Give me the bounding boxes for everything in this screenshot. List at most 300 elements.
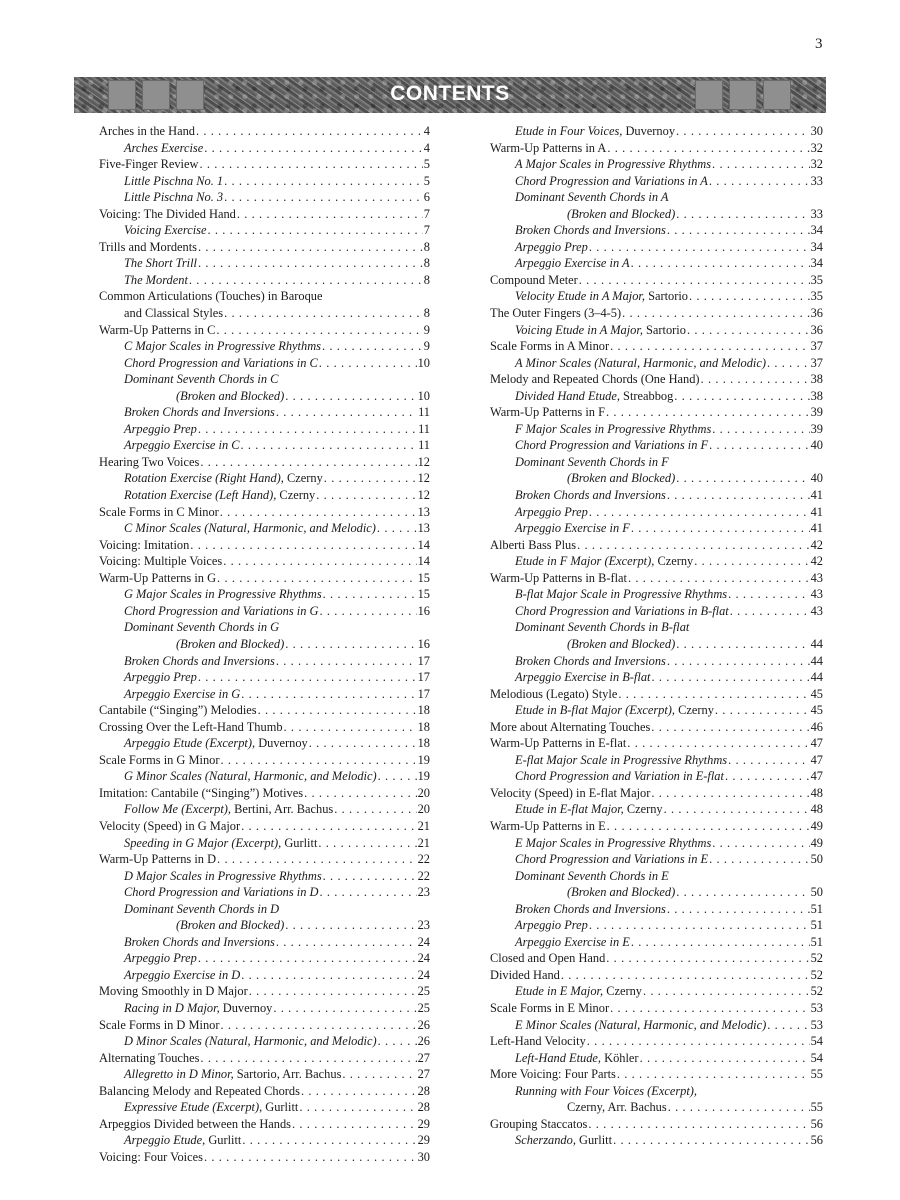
toc-entry[interactable] [490, 355, 823, 372]
toc-entry[interactable] [490, 239, 823, 256]
entry-title [490, 1066, 616, 1083]
entry-title-line1: Dominant Seventh Chords in E [515, 868, 669, 883]
toc-entry[interactable] [99, 454, 430, 471]
entry-title-text: Alternating Touches [99, 1050, 200, 1065]
entry-title [124, 1099, 298, 1116]
page-ref: 12 [417, 454, 430, 469]
entry-title-text: Rotation Exercise (Left Hand), [124, 488, 277, 503]
toc-entry[interactable] [490, 454, 823, 487]
leader-dots [318, 835, 416, 852]
toc-entry[interactable] [99, 206, 430, 223]
page-ref: 11 [418, 438, 430, 453]
entry-title-line2 [124, 388, 430, 405]
toc-entry[interactable] [99, 983, 430, 1000]
toc-entry[interactable] [99, 851, 430, 868]
toc-entry[interactable] [99, 835, 430, 852]
toc-entry[interactable] [99, 288, 430, 321]
page-ref: 25 [417, 984, 430, 999]
entry-title-line1: Dominant Seventh Chords in F [515, 454, 669, 469]
leader-dots [204, 1149, 417, 1166]
leader-dots [198, 421, 417, 438]
entry-title [515, 603, 729, 620]
entry-title-text: Little Pischna No. 1 [124, 173, 224, 188]
page-ref: 43 [810, 603, 823, 618]
entry-title [515, 835, 711, 852]
page-ref: 32 [810, 157, 823, 172]
toc-entry[interactable] [99, 437, 430, 454]
toc-entry[interactable] [490, 917, 823, 934]
page-ref: 32 [810, 140, 823, 155]
entry-author: Gurlitt [281, 835, 318, 850]
toc-entry[interactable] [99, 1017, 430, 1034]
toc-entry[interactable] [490, 801, 823, 818]
page-ref: 41 [810, 488, 823, 503]
page-ref: 54 [810, 1034, 823, 1049]
toc-entry[interactable] [99, 653, 430, 670]
leader-dots [728, 752, 810, 769]
entry-title-text: (Broken and Blocked) [567, 885, 676, 900]
entry-title-text: Left-Hand Etude, [515, 1050, 602, 1065]
page-ref: 51 [810, 934, 823, 949]
toc-entry[interactable] [99, 785, 430, 802]
page-ref: 18 [417, 719, 430, 734]
toc-entry[interactable] [490, 421, 823, 438]
toc-entry[interactable] [99, 487, 430, 504]
leader-dots [631, 934, 810, 951]
toc-entry[interactable] [99, 1050, 430, 1067]
toc-entry[interactable] [99, 239, 430, 256]
leader-dots [701, 371, 810, 388]
toc-entry[interactable] [99, 255, 430, 272]
toc-entry[interactable] [99, 123, 430, 140]
entry-title [99, 454, 199, 471]
page-ref: 15 [417, 587, 430, 602]
toc-entry[interactable] [490, 686, 823, 703]
leader-dots [224, 173, 423, 190]
page-ref: 8 [423, 306, 430, 321]
leader-dots [618, 686, 809, 703]
toc-entry[interactable] [490, 967, 823, 984]
entry-title [99, 719, 283, 736]
toc-entry[interactable] [490, 818, 823, 835]
leader-dots [589, 917, 810, 934]
page-ref: 29 [417, 1116, 430, 1131]
page-ref: 55 [810, 1067, 823, 1082]
toc-entry[interactable] [99, 950, 430, 967]
toc-entry[interactable] [99, 173, 430, 190]
entry-title [99, 322, 215, 339]
entry-title-text: Chord Progression and Variations in E [515, 852, 709, 867]
toc-entry[interactable] [99, 603, 430, 620]
toc-entry[interactable] [490, 603, 823, 620]
entry-title-text: Voicing: Imitation [99, 537, 190, 552]
entry-title-text: Scale Forms in A Minor [490, 339, 610, 354]
toc-entry[interactable] [99, 768, 430, 785]
page-ref: 21 [417, 818, 430, 833]
toc-entry[interactable] [490, 338, 823, 355]
entry-title-line1: Dominant Seventh Chords in G [124, 620, 280, 635]
toc-entry[interactable] [99, 156, 430, 173]
page-ref: 14 [417, 554, 430, 569]
entry-title-text: Warm-Up Patterns in D [99, 852, 217, 867]
leader-dots [725, 768, 810, 785]
page-ref: 50 [810, 852, 823, 867]
toc-entry[interactable] [490, 437, 823, 454]
toc-entry[interactable] [99, 371, 430, 404]
entry-title-text: Arpeggio Etude (Excerpt), [124, 736, 256, 751]
leader-dots [207, 222, 422, 239]
toc-entry[interactable] [490, 1050, 823, 1067]
entry-title-text: Broken Chords and Inversions [515, 653, 666, 668]
leader-dots [304, 785, 417, 802]
entry-title-text: Etude in F Major (Excerpt), [515, 554, 655, 569]
leader-dots [276, 404, 417, 421]
entry-title-text: Speeding in G Major (Excerpt), [124, 835, 282, 850]
toc-entry[interactable] [490, 173, 823, 190]
leader-dots [220, 1017, 416, 1034]
toc-entry[interactable] [99, 1000, 430, 1017]
toc-entry[interactable] [490, 222, 823, 239]
entry-title [124, 255, 197, 272]
entry-title-text: E-flat Major Scale in Progressive Rhythms [515, 752, 728, 767]
entry-title-line1: Running with Four Voices (Excerpt), [515, 1083, 698, 1098]
entry-title-line1: Dominant Seventh Chords in A [515, 190, 669, 205]
entry-title [99, 785, 303, 802]
entry-title [515, 801, 663, 818]
entry-title [99, 570, 216, 587]
entry-title [490, 686, 617, 703]
entry-title-text: Chord Progression and Variations in C [124, 355, 318, 370]
entry-title [124, 421, 197, 438]
page-ref: 26 [417, 1017, 430, 1032]
toc-entry[interactable] [99, 322, 430, 339]
toc-entry[interactable] [490, 520, 823, 537]
entry-title [124, 355, 318, 372]
entry-title-text: Broken Chords and Inversions [515, 901, 666, 916]
page-ref: 34 [810, 223, 823, 238]
leader-dots [285, 917, 416, 934]
toc-entry[interactable] [99, 520, 430, 537]
entry-title [124, 222, 206, 239]
entry-title-text: Etude in E Major, [515, 984, 604, 999]
toc-entry[interactable] [490, 371, 823, 388]
entry-title [515, 322, 686, 339]
leader-dots [627, 735, 809, 752]
page-ref: 10 [417, 388, 430, 403]
toc-entry[interactable] [99, 470, 430, 487]
entry-title [124, 835, 317, 852]
toc-entry[interactable] [99, 222, 430, 239]
toc-entry[interactable] [99, 504, 430, 521]
page-ref: 52 [810, 967, 823, 982]
toc-entry[interactable] [99, 586, 430, 603]
leader-dots [712, 835, 809, 852]
entry-title-text: A Minor Scales (Natural, Harmonic, and Melodic) [515, 355, 766, 370]
toc-entry[interactable] [490, 868, 823, 901]
toc-entry[interactable] [490, 901, 823, 918]
leader-dots [216, 322, 422, 339]
page-ref: 34 [810, 239, 823, 254]
entry-title [99, 702, 257, 719]
entry-title-text: Warm-Up Patterns in C [99, 322, 216, 337]
toc-entry[interactable] [490, 702, 823, 719]
toc-entry[interactable] [490, 983, 823, 1000]
entry-title-line2 [124, 917, 430, 934]
leader-dots [199, 156, 422, 173]
page-ref: 4 [423, 140, 430, 155]
toc-entry[interactable] [99, 735, 430, 752]
entry-title-text: Imitation: Cantabile (“Singing”) Motives [99, 785, 304, 800]
toc-entry[interactable] [99, 686, 430, 703]
entry-title [124, 1132, 241, 1149]
toc-entry[interactable] [99, 868, 430, 885]
toc-entry[interactable] [490, 140, 823, 157]
leader-dots [285, 388, 416, 405]
toc-entry[interactable] [490, 1066, 823, 1083]
toc-entry[interactable] [99, 355, 430, 372]
toc-entry[interactable] [490, 537, 823, 554]
leader-dots [342, 1066, 416, 1083]
entry-title [515, 487, 666, 504]
toc-entry[interactable] [490, 570, 823, 587]
page-ref: 52 [810, 984, 823, 999]
toc-entry[interactable] [490, 1033, 823, 1050]
leader-dots [224, 189, 423, 206]
page-ref: 49 [810, 818, 823, 833]
toc-entry[interactable] [490, 487, 823, 504]
leader-dots [223, 553, 416, 570]
toc-entry[interactable] [490, 851, 823, 868]
toc-entry[interactable] [99, 619, 430, 652]
page-ref: 37 [810, 339, 823, 354]
entry-title-text: and Classical Styles [124, 306, 224, 321]
entry-title-text: G Major Scales in Progressive Rhythms [124, 587, 322, 602]
leader-dots [767, 1017, 809, 1034]
toc-entry[interactable] [490, 653, 823, 670]
entry-title-text: Arpeggio Exercise in D [124, 967, 241, 982]
toc-entry[interactable] [99, 818, 430, 835]
leader-dots [668, 1099, 810, 1116]
toc-entry[interactable] [99, 1099, 430, 1116]
page-ref: 29 [417, 1133, 430, 1148]
toc-entry[interactable] [490, 1116, 823, 1133]
leader-dots [694, 553, 809, 570]
entry-title-line2 [99, 305, 430, 322]
toc-entry[interactable] [99, 801, 430, 818]
entry-title [99, 1149, 203, 1166]
entry-title [515, 123, 675, 140]
leader-dots [676, 206, 809, 223]
page-ref: 51 [810, 901, 823, 916]
toc-entry[interactable] [490, 305, 823, 322]
page-ref: 42 [810, 554, 823, 569]
leader-dots [217, 851, 417, 868]
toc-entry[interactable] [490, 934, 823, 951]
entry-title [515, 669, 650, 686]
entry-title-text: Chord Progression and Variations in G [124, 603, 319, 618]
leader-dots [712, 156, 810, 173]
entry-title [99, 752, 219, 769]
toc-entry[interactable] [490, 123, 823, 140]
page-ref: 37 [810, 355, 823, 370]
page-ref: 53 [810, 1000, 823, 1015]
entry-title [124, 934, 275, 951]
toc-entry[interactable] [99, 272, 430, 289]
entry-title-text: Follow Me (Excerpt), [124, 802, 232, 817]
page-ref: 28 [417, 1100, 430, 1115]
entry-title-text: Five-Finger Review [99, 157, 199, 172]
toc-entry[interactable] [490, 735, 823, 752]
entry-title [99, 537, 189, 554]
page-ref: 40 [810, 438, 823, 453]
toc-entry[interactable] [99, 934, 430, 951]
toc-entry[interactable] [490, 835, 823, 852]
toc-entry[interactable] [99, 421, 430, 438]
toc-entry[interactable] [490, 255, 823, 272]
entry-title-text: Arpeggio Exercise in E [515, 934, 630, 949]
toc-entry[interactable] [99, 967, 430, 984]
leader-dots [640, 1050, 810, 1067]
toc-entry[interactable] [490, 785, 823, 802]
page-ref: 21 [417, 835, 430, 850]
toc-entry[interactable] [99, 884, 430, 901]
entry-title-text: The Mordent [124, 272, 188, 287]
entry-title-text: (Broken and Blocked) [176, 388, 285, 403]
toc-entry[interactable] [99, 189, 430, 206]
toc-entry[interactable] [490, 288, 823, 305]
toc-entry[interactable] [99, 140, 430, 157]
entry-title [490, 404, 605, 421]
entry-title-text: Arches in the Hand [99, 124, 195, 138]
toc-entry[interactable] [490, 950, 823, 967]
page-ref: 24 [417, 967, 430, 982]
toc-entry[interactable] [99, 1132, 430, 1149]
leader-dots [220, 504, 417, 521]
entry-title-line2 [515, 884, 823, 901]
toc-entry[interactable] [490, 1017, 823, 1034]
toc-entry[interactable] [490, 619, 823, 652]
toc-entry[interactable] [99, 901, 430, 934]
leader-dots [631, 520, 810, 537]
entry-title [490, 719, 650, 736]
entry-title [124, 173, 223, 190]
entry-title-text: Etude in E-flat Major, [515, 802, 624, 817]
page-ref: 35 [810, 289, 823, 304]
toc-entry[interactable] [490, 752, 823, 769]
entry-title-text: Czerny, Arr. Bachus [567, 1100, 667, 1115]
entry-title [124, 140, 203, 157]
entry-title [515, 504, 588, 521]
leader-dots [588, 1116, 809, 1133]
page-ref: 16 [417, 636, 430, 651]
leader-dots [241, 967, 416, 984]
contents-banner [74, 77, 826, 113]
toc-entry[interactable] [490, 388, 823, 405]
toc-entry[interactable] [99, 553, 430, 570]
entry-title-text: Chord Progression and Variations in A [515, 173, 708, 188]
entry-title-text: Voicing: The Divided Hand [99, 206, 236, 221]
entry-title-text: Arpeggio Exercise in A [515, 256, 630, 271]
page-ref: 27 [417, 1050, 430, 1065]
toc-entry[interactable] [490, 1000, 823, 1017]
entry-title-text: Melody and Repeated Chords (One Hand) [490, 372, 700, 387]
toc-entry[interactable] [99, 702, 430, 719]
entry-title-text: Arpeggio Etude, [124, 1133, 206, 1148]
toc-entry[interactable] [490, 322, 823, 339]
page-ref: 41 [810, 521, 823, 536]
page-ref: 55 [810, 1100, 823, 1115]
leader-dots [767, 355, 810, 372]
toc-entry[interactable] [490, 504, 823, 521]
toc-entry[interactable] [490, 669, 823, 686]
entry-title-text: Chord Progression and Variations in D [124, 885, 319, 900]
page-ref: 42 [810, 537, 823, 552]
toc-entry[interactable] [99, 719, 430, 736]
entry-title-text: Arpeggio Prep [124, 951, 197, 966]
leader-dots [676, 636, 809, 653]
toc-entry[interactable] [99, 669, 430, 686]
leader-dots [676, 123, 810, 140]
page-ref: 20 [417, 802, 430, 817]
leader-dots [377, 520, 417, 537]
entry-title-text: F Major Scales in Progressive Rhythms [515, 421, 712, 436]
entry-title-text: Broken Chords and Inversions [124, 934, 275, 949]
entry-author: Bertini, Arr. Bachus [231, 802, 334, 817]
toc-entry[interactable] [99, 1116, 430, 1133]
toc-entry[interactable] [99, 1066, 430, 1083]
toc-entry[interactable] [490, 272, 823, 289]
toc-entry[interactable] [99, 537, 430, 554]
entry-title-text: Warm-Up Patterns in B-flat [490, 570, 627, 585]
toc-entry[interactable] [490, 404, 823, 421]
leader-dots [667, 901, 810, 918]
toc-entry[interactable] [490, 1083, 823, 1116]
entry-title-text: Compound Meter [490, 272, 578, 287]
toc-entry[interactable] [99, 1083, 430, 1100]
leader-dots [378, 1033, 417, 1050]
toc-entry[interactable] [99, 1149, 430, 1166]
entry-author: Sartorio [642, 322, 686, 337]
page-ref: 27 [417, 1067, 430, 1082]
leader-dots [687, 322, 810, 339]
toc-entry[interactable] [490, 553, 823, 570]
toc-entry[interactable] [99, 338, 430, 355]
entry-title-text: Voicing: Multiple Voices [99, 554, 223, 569]
page-ref: 13 [417, 504, 430, 519]
leader-dots [316, 487, 416, 504]
toc-entry[interactable] [99, 570, 430, 587]
toc-entry[interactable] [99, 752, 430, 769]
entry-title [124, 669, 197, 686]
entry-title [515, 934, 630, 951]
entry-title-line1: Common Articulations (Touches) in Baroque [99, 289, 323, 304]
entry-title-text: B-flat Major Scale in Progressive Rhythms [515, 587, 728, 602]
toc-entry[interactable] [490, 768, 823, 785]
entry-title-line2 [124, 636, 430, 653]
leader-dots [709, 851, 810, 868]
toc-entry[interactable] [99, 404, 430, 421]
toc-entry[interactable] [99, 1033, 430, 1050]
leader-dots [241, 437, 418, 454]
entry-title-text: Etude in B-flat Major (Excerpt), [515, 703, 676, 718]
toc-entry[interactable] [490, 156, 823, 173]
toc-entry[interactable] [490, 719, 823, 736]
toc-column-right [490, 123, 823, 1149]
page-ref: 18 [417, 736, 430, 751]
toc-entry[interactable] [490, 586, 823, 603]
toc-entry[interactable] [490, 189, 823, 222]
toc-entry[interactable] [490, 1132, 823, 1149]
